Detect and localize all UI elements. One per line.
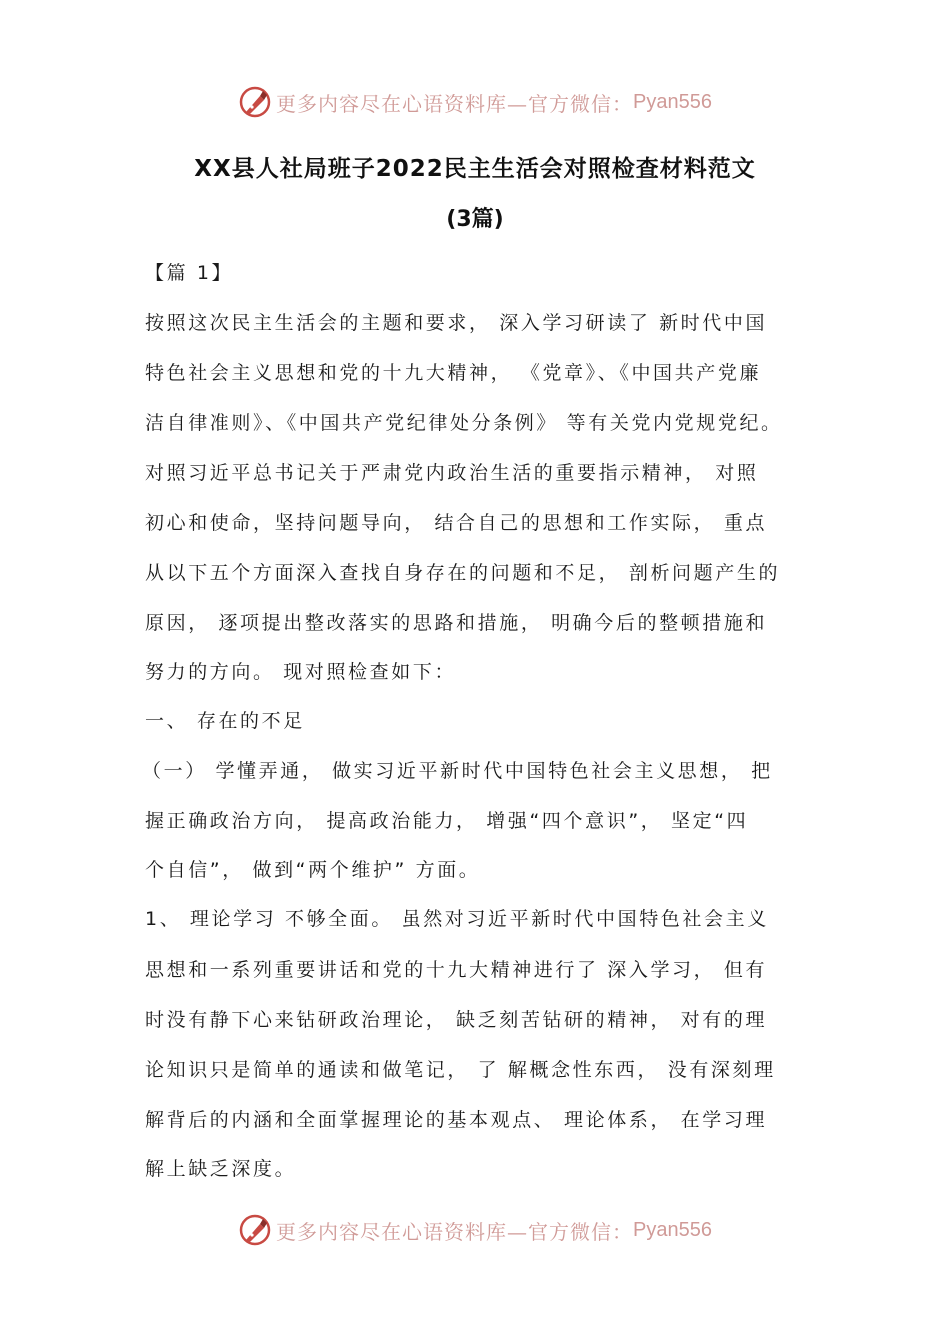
paragraph-line: 对照习近平总书记关于严肃党内政治生活的重要指示精神， 对照: [145, 462, 759, 484]
paragraph-line: 解上缺乏深度。: [145, 1158, 297, 1180]
paragraph-line: 握正确政治方向， 提高政治能力， 增强“四个意识”， 坚定“四: [145, 810, 749, 832]
banner-text: 更多内容尽在心语资料库—官方微信：: [276, 91, 634, 116]
paragraph-line: 初心和使命，坚持问题导向， 结合自己的思想和工作实际， 重点: [145, 512, 768, 534]
paragraph-line: 论知识只是简单的通读和做笔记， 了 解概念性东西， 没有深刻理: [145, 1059, 776, 1081]
paragraph-line: 按照这次民主生活会的主题和要求， 深入学习研读了 新时代中国: [145, 312, 768, 334]
paragraph-line: 洁自律准则》、《中国共产党纪律处分条例》 等有关党内党规党纪。: [145, 412, 783, 434]
section-label: 【篇 1】: [145, 262, 234, 284]
paragraph-line: 时没有静下心来钻研政治理论， 缺乏刻苦钻研的精神， 对有的理: [145, 1009, 768, 1031]
paragraph-line: 从以下五个方面深入查找自身存在的问题和不足， 剖析问题产生的: [145, 562, 781, 584]
heading-line: 一、 存在的不足: [145, 710, 305, 732]
banner-wechat-id: Pyan556: [633, 90, 712, 113]
paragraph-line: 原因， 逐项提出整改落实的思路和措施， 明确今后的整顿措施和: [145, 612, 768, 634]
paragraph-line: 思想和一系列重要讲话和党的十九大精神进行了 深入学习， 但有: [145, 959, 768, 981]
document-title: XX县人社局班子2022民主生活会对照检查材料范文: [194, 156, 756, 182]
pen-nib-circle-icon: [238, 85, 272, 119]
paragraph-line: 个自信”， 做到“两个维护” 方面。: [145, 859, 481, 881]
header-watermark-banner: [0, 82, 950, 122]
paragraph-line: 特色社会主义思想和党的十九大精神， 《党章》、《中国共产党廉: [145, 362, 762, 384]
paragraph-line: 努力的方向。 现对照检查如下：: [145, 661, 457, 683]
footer-watermark-banner: [0, 1210, 950, 1250]
document-subtitle: (3篇): [446, 207, 504, 232]
paragraph-line: （一） 学懂弄通， 做实习近平新时代中国特色社会主义思想， 把: [142, 760, 773, 782]
paragraph-line: 1、 理论学习 不够全面。 虽然对习近平新时代中国特色社会主义: [145, 908, 769, 930]
banner-wechat-id: Pyan556: [633, 1218, 712, 1241]
pen-nib-circle-icon: [238, 1213, 272, 1247]
banner-text: 更多内容尽在心语资料库—官方微信：: [276, 1219, 634, 1244]
paragraph-line: 解背后的内涵和全面掌握理论的基本观点、 理论体系， 在学习理: [145, 1109, 768, 1131]
